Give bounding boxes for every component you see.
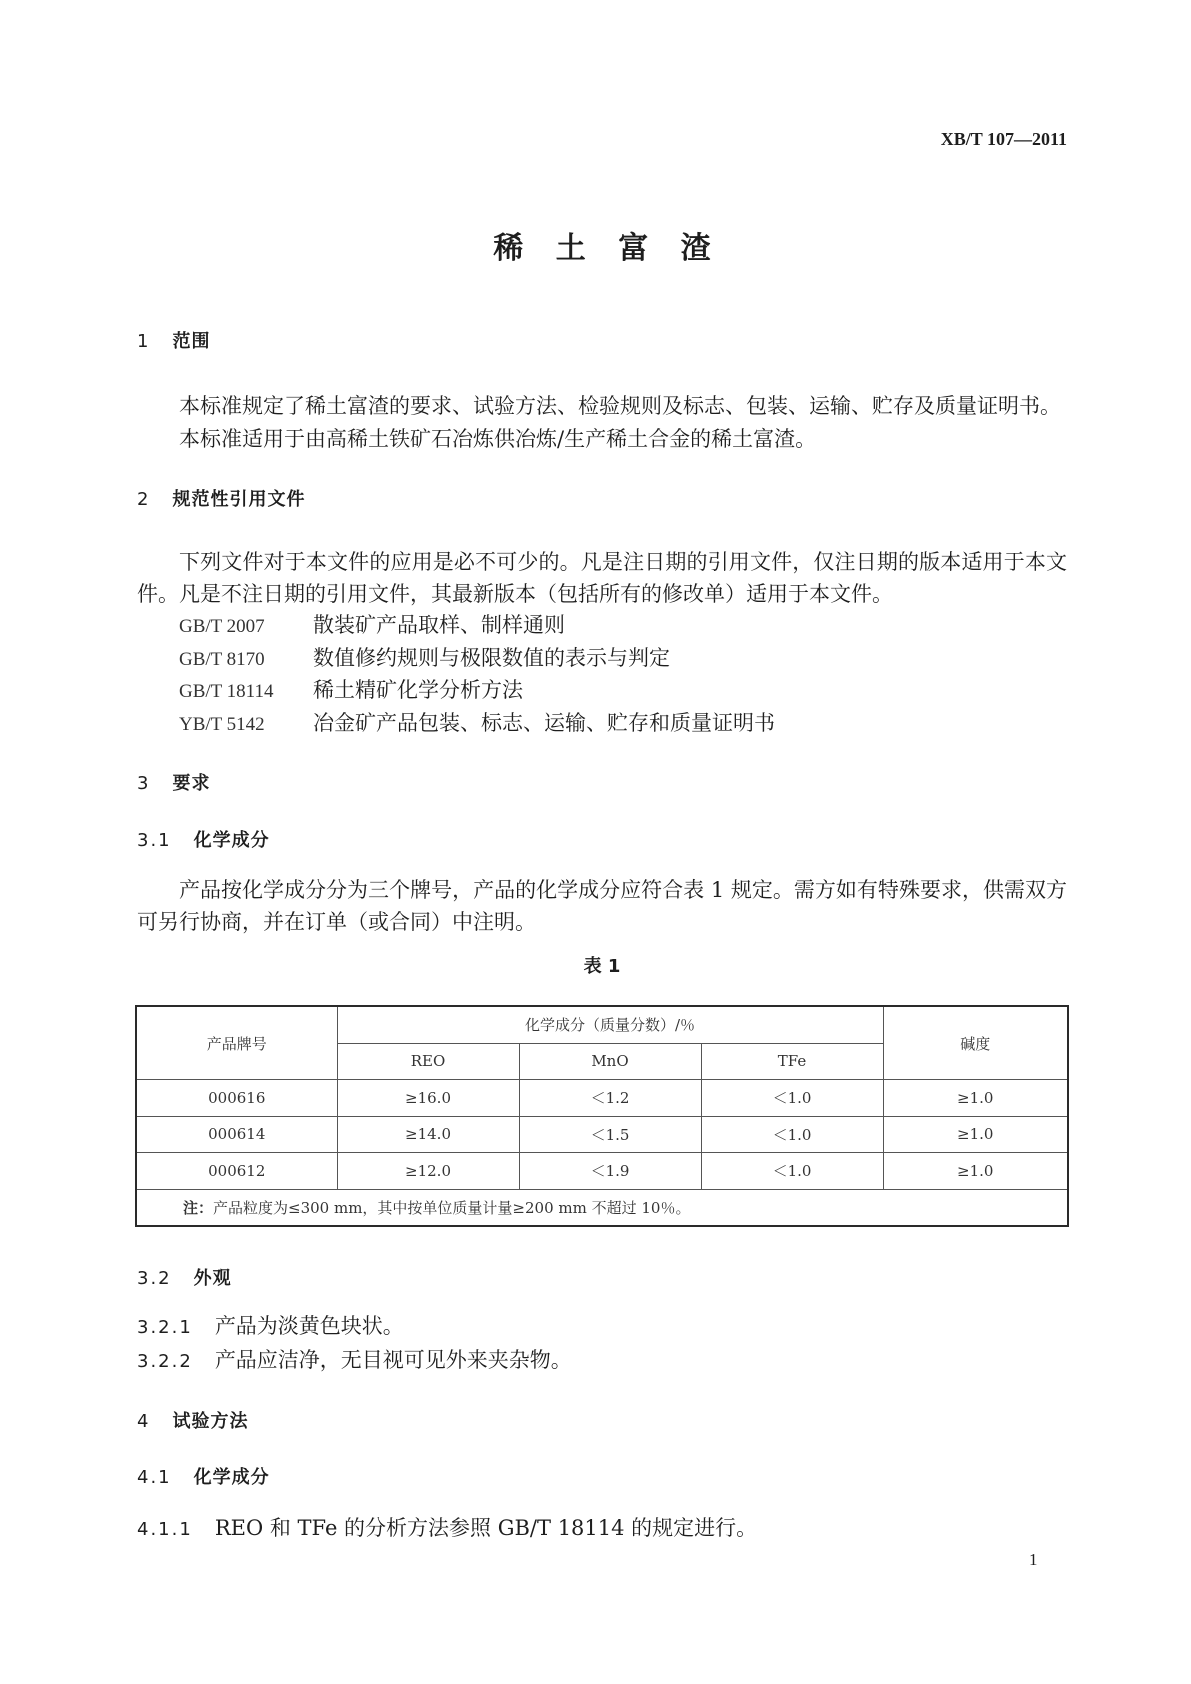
table-header-row — [136, 1006, 1068, 1043]
note-label: 注： — [183, 1198, 214, 1217]
section-title: 化学成分 — [193, 830, 270, 851]
section-title: 试验方法 — [172, 1411, 249, 1432]
section-number: 1 — [137, 331, 151, 352]
cell-tfe: ＜1.0 — [701, 1116, 883, 1153]
section-number: 3.2 — [137, 1268, 172, 1289]
header-mno: MnO — [519, 1043, 701, 1080]
table-note-row — [136, 1189, 1068, 1226]
header-grade: 产品牌号 — [136, 1006, 337, 1080]
reference-code: YB/T 5142 — [179, 713, 265, 735]
cell-basicity: ≥1.0 — [883, 1153, 1068, 1190]
reference-code: GB/T 2007 — [179, 616, 265, 637]
clause-item — [137, 1310, 1067, 1344]
cell-tfe: ＜1.0 — [701, 1080, 883, 1117]
reference-item — [137, 643, 1067, 676]
document-title: 稀 土 富 渣 — [493, 231, 722, 266]
cell-tfe: ＜1.0 — [701, 1153, 883, 1190]
section-1-heading — [137, 328, 210, 356]
clause-text: 产品为淡黄色块状。 — [214, 1314, 404, 1338]
section-number: 2 — [137, 489, 151, 510]
header-basicity: 碱度 — [883, 1006, 1068, 1080]
header-tfe: TFe — [701, 1043, 883, 1080]
section-title: 规范性引用文件 — [172, 489, 306, 510]
section-3-1-body — [137, 874, 1067, 938]
section-title: 外观 — [193, 1268, 232, 1289]
clause-item — [137, 1344, 1067, 1378]
cell-reo: ≥12.0 — [337, 1153, 519, 1190]
section-4-1-heading — [137, 1464, 270, 1492]
cell-mno: ＜1.9 — [519, 1153, 701, 1190]
section-3-2-heading — [137, 1265, 232, 1293]
cell-basicity: ≥1.0 — [883, 1080, 1068, 1117]
table-row — [136, 1153, 1068, 1190]
clause-text: 产品应洁净，无目视可见外来夹杂物。 — [214, 1348, 572, 1372]
header-reo: REO — [337, 1043, 519, 1080]
section-2-body — [137, 547, 1067, 740]
reference-name: 稀土精矿化学分析方法 — [313, 678, 523, 702]
section-3-2-body — [137, 1310, 1067, 1378]
reference-code: GB/T 18114 — [179, 681, 274, 702]
section-title: 要求 — [172, 773, 211, 794]
clause-text: REO 和 TFe 的分析方法参照 GB/T 18114 的规定进行。 — [214, 1516, 758, 1540]
reference-item — [137, 610, 1067, 643]
section-1-body — [137, 390, 1067, 456]
cell-grade: 000614 — [136, 1116, 337, 1153]
section-3-1-heading — [137, 827, 270, 855]
reference-name: 冶金矿产品包装、标志、运输、贮存和质量证明书 — [313, 710, 775, 735]
section-number: 4 — [137, 1411, 151, 1432]
table-row — [136, 1080, 1068, 1117]
section-number: 3.1 — [137, 830, 172, 851]
section-3-heading — [137, 770, 210, 798]
section-number: 3 — [137, 773, 151, 794]
clause-number: 4.1.1 — [137, 1519, 193, 1540]
paragraph: 本标准规定了稀土富渣的要求、试验方法、检验规则及标志、包装、运输、贮存及质量证明书。 — [179, 394, 1061, 418]
clause-number: 3.2.2 — [137, 1351, 193, 1372]
reference-code: GB/T 8170 — [179, 648, 265, 670]
section-number: 4.1 — [137, 1467, 172, 1488]
reference-name: 数值修约规则与极限数值的表示与判定 — [313, 645, 670, 670]
cell-reo: ≥16.0 — [337, 1080, 519, 1117]
section-2-heading — [137, 486, 305, 514]
note-text: 产品粒度为≤300 mm，其中按单位质量计量≥200 mm 不超过 10％。 — [213, 1198, 691, 1217]
reference-item — [137, 675, 1067, 708]
cell-grade: 000616 — [136, 1080, 337, 1117]
clause-number: 3.2.1 — [137, 1317, 193, 1338]
reference-name: 散装矿产品取样、制样通则 — [313, 613, 565, 637]
cell-mno: ＜1.2 — [519, 1080, 701, 1117]
section-4-heading — [137, 1408, 248, 1436]
cell-reo: ≥14.0 — [337, 1116, 519, 1153]
clause-item — [137, 1512, 1067, 1546]
paragraph: 下列文件对于本文件的应用是必不可少的。凡是注日期的引用文件，仅注日期的版本适用于本文件。凡是不注日期的引用文件，其最新版本（包括所有的修改单）适用于本文件。 — [137, 550, 1067, 606]
cell-grade: 000612 — [136, 1153, 337, 1190]
page-number: 1 — [1029, 1550, 1038, 1569]
standard-number: XB/T 107—2011 — [940, 129, 1067, 149]
table-note — [136, 1189, 1068, 1226]
paragraph: 产品按化学成分分为三个牌号，产品的化学成分应符合表 1 规定。需方如有特殊要求，供需双方可另行协商，并在订单（或合同）中注明。 — [137, 878, 1067, 934]
paragraph: 本标准适用于由高稀土铁矿石冶炼供冶炼/生产稀土合金的稀土富渣。 — [179, 427, 817, 451]
section-4-1-body — [137, 1512, 1067, 1546]
table-caption: 表 1 — [583, 956, 621, 977]
header-composition: 化学成分（质量分数）/％ — [337, 1006, 883, 1043]
section-title: 范围 — [172, 331, 211, 352]
table-row — [136, 1116, 1068, 1153]
section-title: 化学成分 — [193, 1467, 270, 1488]
cell-basicity: ≥1.0 — [883, 1116, 1068, 1153]
cell-mno: ＜1.5 — [519, 1116, 701, 1153]
reference-item — [137, 708, 1067, 741]
composition-table — [135, 1005, 1069, 1227]
